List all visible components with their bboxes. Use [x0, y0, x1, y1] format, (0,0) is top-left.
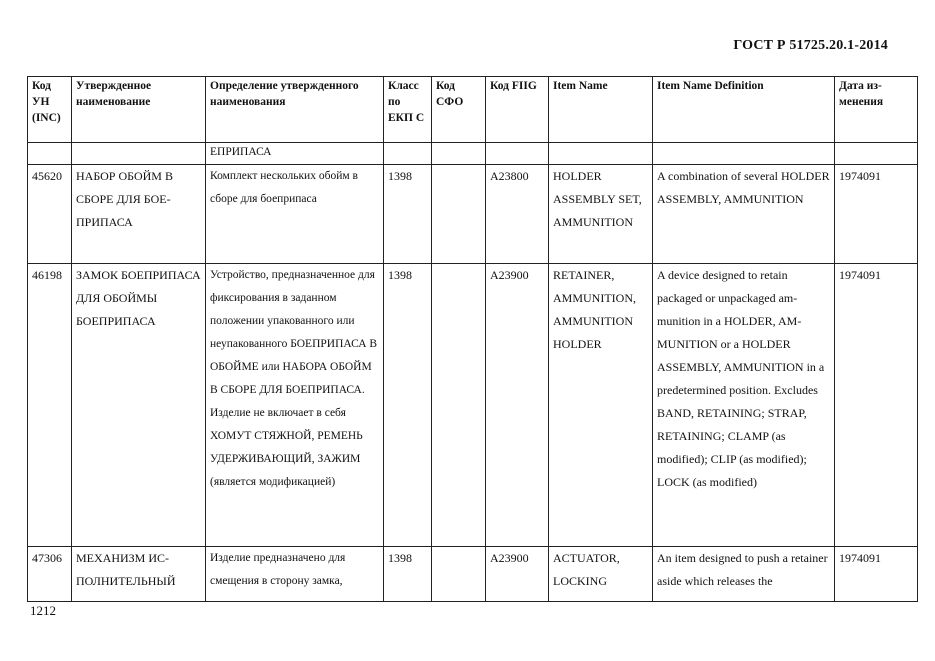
items-table — [27, 76, 918, 602]
col-header-fiig: Код FIIG — [486, 77, 549, 143]
cell-fiig — [486, 143, 549, 165]
cell-item-name: HOLDER ASSEMBLY SET, AMMUNITION — [549, 165, 653, 264]
col-header-item-definition: Item Name Definition — [653, 77, 835, 143]
cell-item-name: ACTUATOR, LOCKING — [549, 547, 653, 602]
cell-item-definition: A device designed to retain packaged or unpackaged ammunition in a HOLDER, AMMUNITION or a HOLDER ASSEMBLY, AMMUNITION in a predetermined position. Excludes BAND, RETAINING; STRAP, RETAINING; CLAMP (as modified); CLIP (as modified); LOCK (as modified) — [653, 264, 835, 547]
page-number: 1212 — [30, 603, 56, 618]
cell-item-definition — [653, 143, 835, 165]
col-header-inc: Код УН (INC) — [28, 77, 72, 143]
cell-name-ru: НАБОР ОБОЙМ В СБОРЕ ДЛЯ БОЕПРИПАСА — [72, 165, 206, 264]
cell-class: 1398 — [384, 547, 432, 602]
cell-name-ru: ЗАМОК БОЕПРИПАСА ДЛЯ ОБОЙМЫ БОЕПРИПАСА — [72, 264, 206, 547]
cell-name-ru: МЕХАНИЗМ ИСПОЛНИТЕЛЬНЫЙ — [72, 547, 206, 602]
cell-item-definition: A combination of several HOLDER ASSEMBLY, AMMUNITION — [653, 165, 835, 264]
table-row — [28, 547, 918, 602]
col-header-name-ru: Утвержденное наименование — [72, 77, 206, 143]
cell-date — [835, 143, 918, 165]
cell-class — [384, 143, 432, 165]
cell-date: 1974091 — [835, 264, 918, 547]
cell-class: 1398 — [384, 264, 432, 547]
cell-fiig: A23900 — [486, 264, 549, 547]
table-row-continuation — [28, 143, 918, 165]
cell-inc — [28, 143, 72, 165]
cell-definition-ru: Комплект нескольких обойм в сборе для боеприпаса — [206, 165, 384, 264]
cell-item-name — [549, 143, 653, 165]
cell-name-ru — [72, 143, 206, 165]
cell-definition-ru: Изделие предназначено для смещения в сторону замка, — [206, 547, 384, 602]
cell-fiig: A23900 — [486, 547, 549, 602]
cell-sfo — [432, 547, 486, 602]
cell-definition-ru: Устройство, предназначенное для фиксирования в заданном положении упакованного или неупакованного БОЕПРИПАСА В ОБОЙМЕ или НАБОРА ОБОЙМ В СБОРЕ ДЛЯ БОЕПРИПАСА. Изделие не включает в себя ХОМУТ СТЯЖНОЙ, РЕМЕНЬ УДЕРЖИВАЮЩИЙ, ЗАЖИМ (является модификацией) — [206, 264, 384, 547]
cell-item-name: RETAINER, AMMUNITION, AMMUNITION HOLDER — [549, 264, 653, 547]
cell-inc: 46198 — [28, 264, 72, 547]
table-row — [28, 264, 918, 547]
table-row — [28, 165, 918, 264]
col-header-class: Класс по ЕКП С — [384, 77, 432, 143]
col-header-sfo: Код СФО — [432, 77, 486, 143]
document-header: ГОСТ Р 51725.20.1-2014 — [733, 38, 888, 53]
cell-date: 1974091 — [835, 547, 918, 602]
cell-inc: 45620 — [28, 165, 72, 264]
cell-definition-ru: ЕПРИПАСА — [206, 143, 384, 165]
cell-fiig: A23800 — [486, 165, 549, 264]
cell-class: 1398 — [384, 165, 432, 264]
col-header-item-name: Item Name — [549, 77, 653, 143]
col-header-definition-ru: Определение утвержденного наименования — [206, 77, 384, 143]
cell-inc: 47306 — [28, 547, 72, 602]
cell-date: 1974091 — [835, 165, 918, 264]
cell-item-definition: An item designed to push a retainer aside which releases the — [653, 547, 835, 602]
cell-sfo — [432, 264, 486, 547]
col-header-date: Дата изменения — [835, 77, 918, 143]
table-header-row — [28, 77, 918, 143]
cell-sfo — [432, 165, 486, 264]
cell-sfo — [432, 143, 486, 165]
